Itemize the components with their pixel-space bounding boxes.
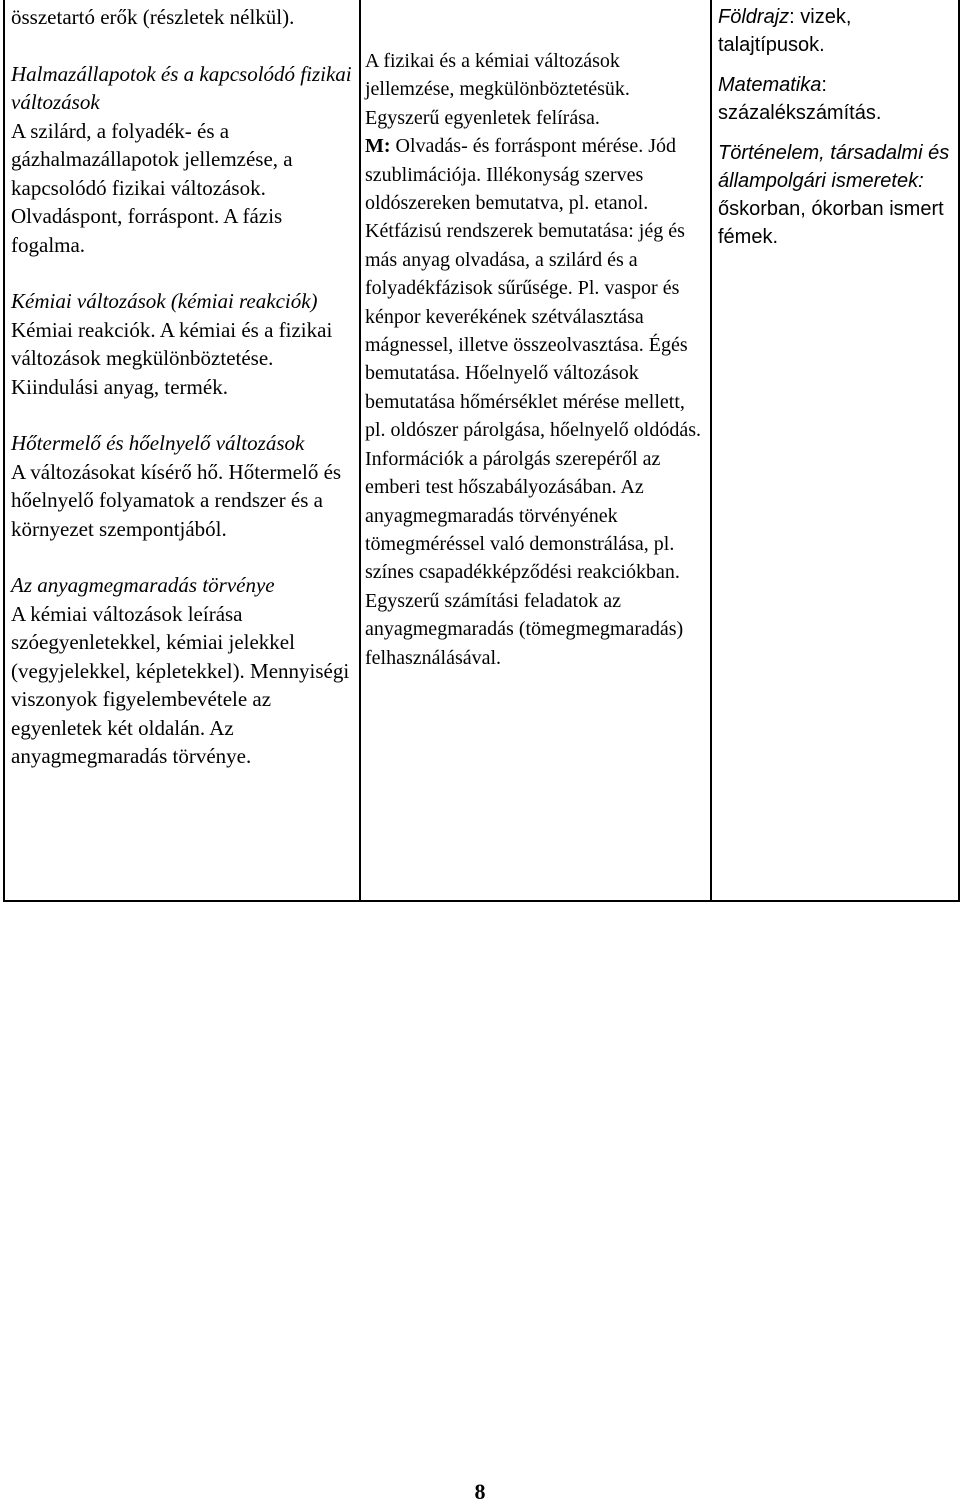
section-body-heat: A változásokat kísérő hő. Hőtermelő és hőelnyelő folyamatok a rendszer és a környezet szempontjából. bbox=[11, 459, 342, 541]
activities-label: M: bbox=[365, 135, 391, 158]
activities-text-2 bbox=[365, 132, 705, 672]
subject-math: Matematika bbox=[718, 74, 822, 96]
content-column bbox=[11, 3, 356, 771]
connection-history-text: őskorban, ókorban ismert fémek. bbox=[718, 198, 944, 248]
column-divider-1 bbox=[359, 0, 361, 900]
section-body-chemical: Kémiai reakciók. A kémiai és a fizikai változások megkülönböztetése. Kiindulási anyag, termék. bbox=[11, 317, 333, 399]
connection-geography-text: : vizek, talajtípusok. bbox=[718, 6, 852, 56]
connection-math-text: : százalékszámítás. bbox=[718, 74, 882, 124]
section-heading-conservation: Az anyagmegmaradás törvénye bbox=[11, 573, 275, 597]
connection-history bbox=[718, 139, 958, 251]
section-body-states: A szilárd, a folyadék- és a gázhalmazállapotok jellemzése, a kapcsolódó fizikai változások. Olvadáspont, forráspont. A fázis fogalma. bbox=[11, 118, 293, 257]
intro-text: összetartó erők (részletek nélkül). bbox=[11, 5, 295, 29]
subject-history: Történelem, társadalmi és állampolgári ismeretek: bbox=[718, 142, 950, 192]
connection-math bbox=[718, 71, 958, 127]
section-heading-states: Halmazállapotok és a kapcsolódó fizikai változások bbox=[11, 61, 352, 114]
activities-body: Olvadás- és forráspont mérése. Jód szublimációja. Illékonyság szerves oldószereken bemutatva, pl. etanol. Kétfázisú rendszerek bemutatása: jég és más anyag olvadása, a szilárd és a folyadékfázisok sűrűsége. Pl. vaspor és kénpor keverékének szétválasztása mágnessel, illetve összeolvasztása. Égés bemutatása. Hőelnyelő változások bemutatása hőmérséklet mérése mellett, pl. oldószer párolgása, hőelnyelő oldódás. Információk a párolgás szerepéről az emberi test hőszabályozásában. Az anyagmegmaradás törvényének tömegméréssel való demonstrálása, pl. színes csapadékképződési reakciókban. Egyszerű számítási feladatok az anyagmegmaradás (tömegmegmaradás) felhasználásával. bbox=[365, 135, 702, 669]
column-divider-2 bbox=[710, 0, 712, 900]
activities-text-1: A fizikai és a kémiai változások jellemzése, megkülönböztetésük. Egyszerű egyenletek felírása. bbox=[365, 50, 630, 129]
section-body-conservation: A kémiai változások leírása szóegyenletekkel, kémiai jelekkel (vegyjelekkel, képletekkel). Mennyiségi viszonyok figyelembevétele az egyenletek két oldalán. Az anyagmegmaradás törvénye. bbox=[11, 601, 350, 768]
activities-column bbox=[365, 47, 705, 672]
section-heading-heat: Hőtermelő és hőelnyelő változások bbox=[11, 431, 305, 455]
section-heading-chemical: Kémiai változások (kémiai reakciók) bbox=[11, 289, 318, 313]
connections-column bbox=[718, 3, 958, 251]
connection-geography bbox=[718, 3, 958, 59]
subject-geography: Földrajz bbox=[718, 6, 790, 28]
page-number: 8 bbox=[474, 1479, 486, 1504]
